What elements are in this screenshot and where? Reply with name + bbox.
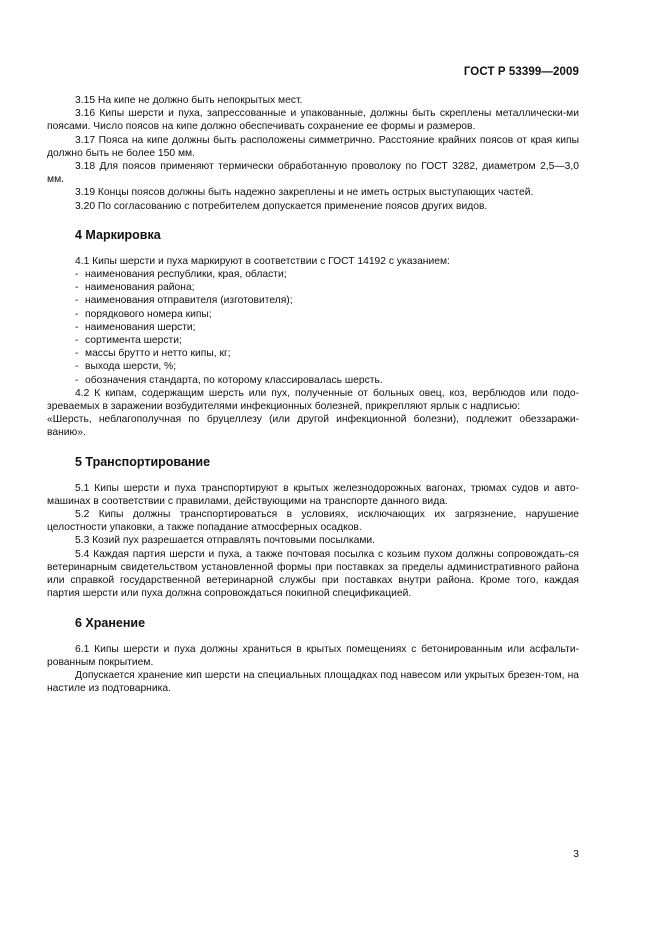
clause-3-19: 3.19 Концы поясов должны быть надежно закреплены и не иметь острых выступающих частей. [75, 187, 534, 199]
list-item: - наименования района; [75, 282, 195, 294]
clause-3-15: 3.15 На кипе не должно быть непокрытых мест. [75, 95, 303, 106]
page-number: 3 [573, 848, 579, 860]
clause-6-1-note: Допускается хранение кип шерсти на специальных площадках под навесом или укрытых брезен-том, на настиле из подтоварника. [47, 669, 579, 695]
clause-3-20: 3.20 По согласованию с потребителем допускается применение поясов других видов. [75, 200, 488, 212]
clause-5-2: 5.2 Кипы должны транспортироваться в условиях, исключающих их загрязнение, нарушение целостности упаковки, а также попадание атмосферных осадков. [47, 509, 579, 534]
clause-3-16: 3.16 Кипы шерсти и пуха, запрессованные и упакованные, должны быть скреплены металлически-ми поясами. Число поясов на кипе должно обеспечивать сохранение ее формы и размеров. [47, 108, 579, 133]
list-item: - массы брутто и нетто кипы, кг; [75, 348, 231, 360]
section-5-title: 5 Транспортирование [75, 454, 211, 469]
clause-4-2: 4.2 К кипам, содержащим шерсть или пух, полученные от больных овец, коз, верблюдов или подо-зреваемых в заражении возбудителями инфекционных болезней, прикрепляют ярлык с надписью: [47, 387, 579, 413]
clause-3-18: 3.18 Для поясов применяют термически обработанную проволоку по ГОСТ 3282, диаметром 2,5—3,0 мм. [47, 161, 579, 186]
label-inscription: «Шерсть, неблагополучная по бруцеллезу (или другой инфекционной болезни), подлежит обеззаражи-ванию». [47, 414, 579, 439]
clause-4-1: 4.1 Кипы шерсти и пуха маркируют в соответствии с ГОСТ 14192 с указанием: [75, 255, 450, 267]
section-4-title: 4 Маркировка [75, 227, 161, 242]
clause-6-1: 6.1 Кипы шерсти и пуха должны храниться в крытых помещениях с бетонированным или асфальти-рованным покрытием. [47, 643, 579, 668]
clause-3-17: 3.17 Пояса на кипе должны быть расположены симметрично. Расстояние крайних поясов от края кипы должно быть не более 150 мм. [47, 134, 579, 159]
list-item: - порядкового номера кипы; [75, 308, 212, 320]
list-item: - сортимента шерсти; [75, 335, 182, 347]
clause-5-1: 5.1 Кипы шерсти и пуха транспортируют в крытых железнодорожных вагонах, трюмах судов и авто-машинах в соответствии с правилами, действующими на транспорте данного вида. [47, 482, 579, 507]
list-item: - наименования республики, края, области; [75, 269, 287, 281]
list-item: - наименования отправителя (изготовителя); [75, 295, 293, 307]
list-item: - обозначения стандарта, по которому классировалась шерсть. [75, 374, 383, 386]
document-id-header: ГОСТ Р 53399—2009 [463, 66, 579, 78]
list-item: - выхода шерсти, %; [75, 361, 177, 373]
section-6-title: 6 Хранение [75, 615, 146, 630]
clause-5-3: 5.3 Козий пух разрешается отправлять почтовыми посылками. [75, 535, 376, 547]
document-body [47, 94, 579, 695]
list-item: - наименования шерсти; [75, 321, 196, 333]
clause-5-4: 5.4 Каждая партия шерсти и пуха, а также почтовая посылка с козьим пухом должны сопровождать-ся ветеринарным свидетельством установленной формы при поставках за пределы административного района или справкой государственной ветеринарной службы при поставках внутри района. Кроме того, каждая партия шерсти или пуха должна сопровождаться покипной спецификацией. [47, 548, 579, 600]
